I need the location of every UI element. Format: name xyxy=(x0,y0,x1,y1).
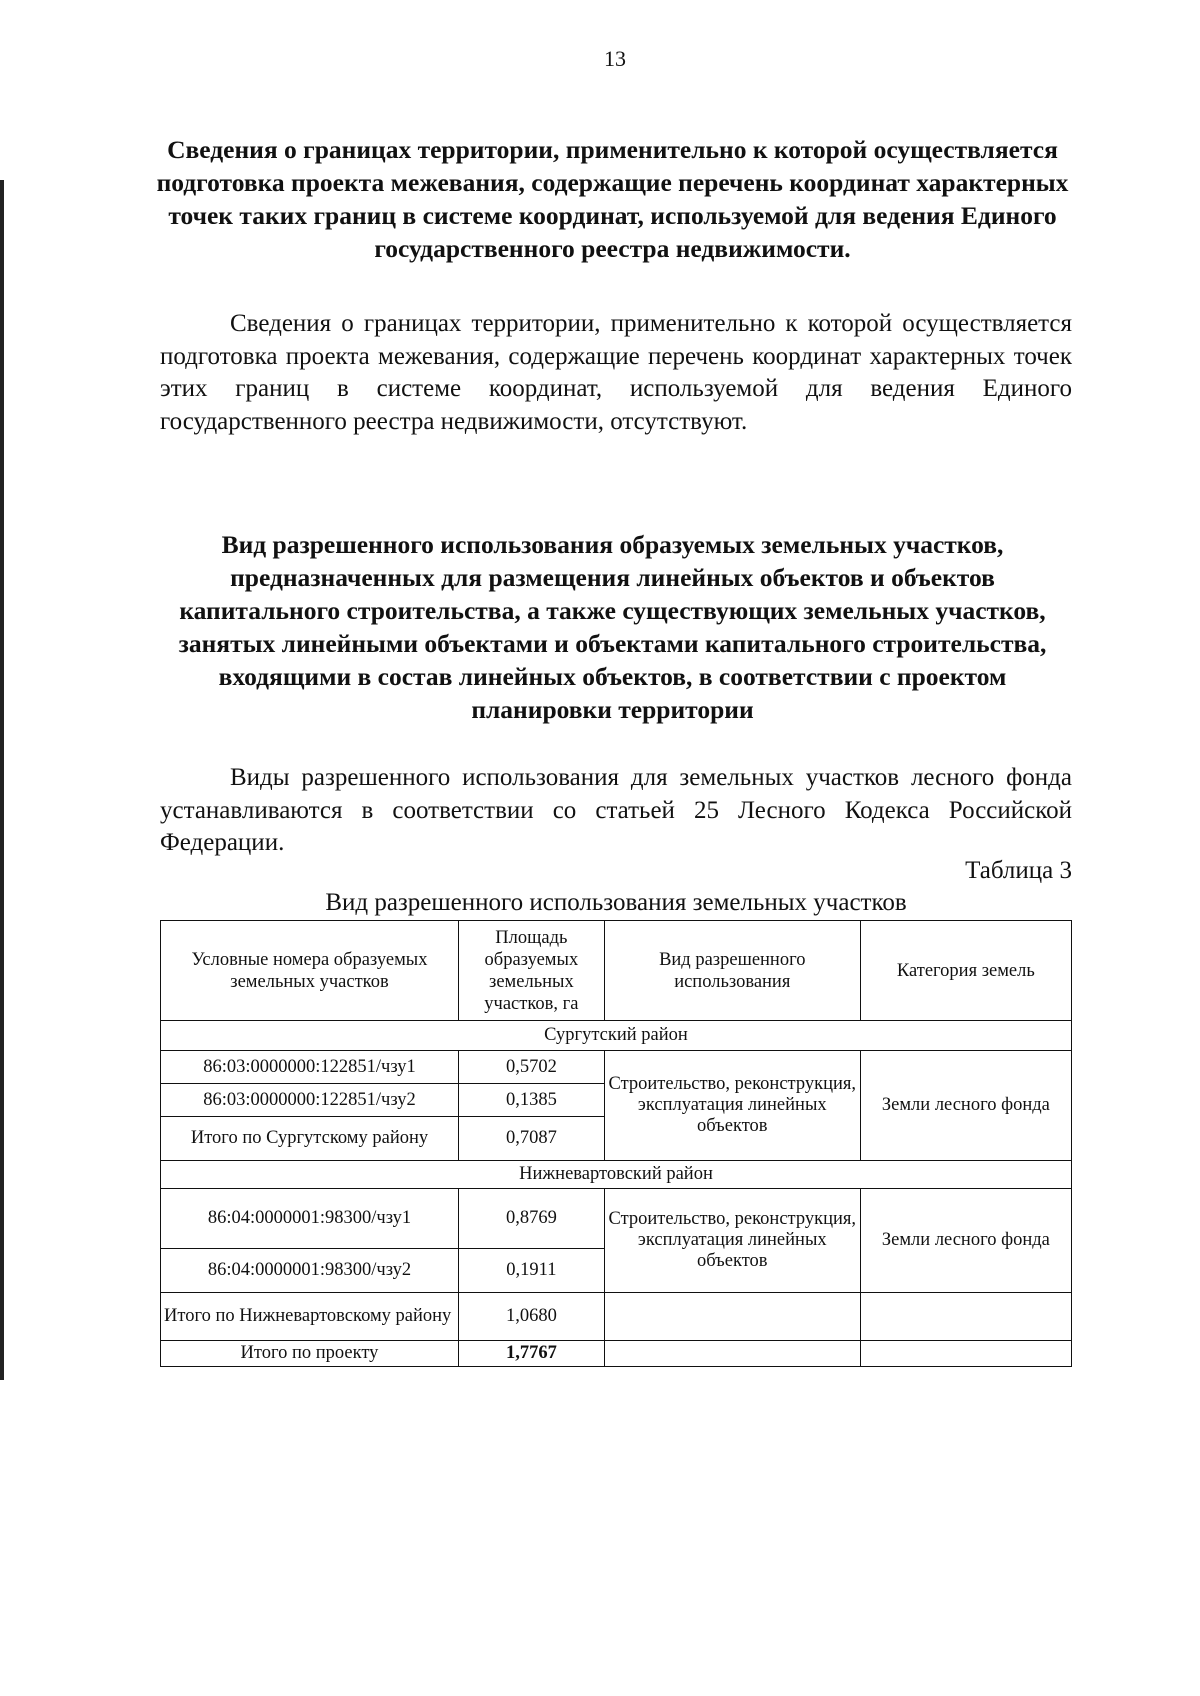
page-number: 13 xyxy=(604,46,626,71)
subtotal-area: 1,0680 xyxy=(458,1293,604,1341)
empty-cell xyxy=(860,1341,1071,1367)
plot-number: 86:03:0000000:122851/чзу1 xyxy=(161,1051,459,1084)
header-land-category: Категория земель xyxy=(860,921,1071,1021)
district-name-surgut: Сургутский район xyxy=(161,1021,1072,1051)
district-name-nizhnevartovsk: Нижневартовский район xyxy=(161,1161,1072,1189)
plot-area: 0,1911 xyxy=(458,1249,604,1293)
header-area: Площадь образуемых земельных участков, га xyxy=(458,921,604,1021)
scan-edge-mark xyxy=(0,180,4,1380)
section-heading-boundaries: Сведения о границах территории, применительно к которой осуществляется подготовка проекта межевания, содержащие перечень координат характерных точек таких границ в системе координат, используемой для ведения Единого государственного реестра недвижимости. xyxy=(156,135,1069,263)
plot-number: 86:04:0000001:98300/чзу1 xyxy=(161,1189,459,1249)
table-row xyxy=(161,1051,1072,1084)
grand-total-label: Итого по проекту xyxy=(161,1341,459,1367)
empty-cell xyxy=(604,1341,860,1367)
permitted-use-table xyxy=(160,920,1072,1367)
table-row xyxy=(161,1189,1072,1249)
subtotal-area: 0,7087 xyxy=(458,1117,604,1161)
table-label: Таблица 3 xyxy=(965,857,1072,884)
plot-area: 0,5702 xyxy=(458,1051,604,1084)
grand-total-area: 1,7767 xyxy=(458,1341,604,1367)
plot-area: 0,8769 xyxy=(458,1189,604,1249)
header-plot-number: Условные номера образуемых земельных участков xyxy=(161,921,459,1021)
subtotal-label: Итого по Нижневартовскому району xyxy=(161,1293,459,1341)
plot-number: 86:04:0000001:98300/чзу2 xyxy=(161,1249,459,1293)
paragraph-boundaries: Сведения о границах территории, применительно к которой осуществляется подготовка проекта межевания, содержащие перечень координат характерных точек этих границ в системе координат, используемой для ведения Единого государственного реестра недвижимости, отсутствуют. xyxy=(160,310,1072,435)
table-title: Вид разрешенного использования земельных участков xyxy=(325,889,907,916)
plot-area: 0,1385 xyxy=(458,1084,604,1117)
grand-total-row xyxy=(161,1341,1072,1367)
empty-cell xyxy=(860,1293,1071,1341)
subtotal-row xyxy=(161,1293,1072,1341)
permitted-use-cell: Строительство, реконструкция, эксплуатация линейных объектов xyxy=(604,1051,860,1161)
empty-cell xyxy=(604,1293,860,1341)
land-category-cell: Земли лесного фонда xyxy=(860,1051,1071,1161)
section-heading-permitted-use: Вид разрешенного использования образуемых земельных участков, предназначенных для размещения линейных объектов и объектов капитального строительства, а также существующих земельных участков, занятых линейными объектами и объектами капитального строительства, входящими в состав линейных объектов, в соответствии с проектом планировки территории xyxy=(178,530,1047,724)
plot-number: 86:03:0000000:122851/чзу2 xyxy=(161,1084,459,1117)
table-header-row xyxy=(161,921,1072,1021)
district-row xyxy=(161,1021,1072,1051)
subtotal-label: Итого по Сургутскому району xyxy=(161,1117,459,1161)
land-category-cell: Земли лесного фонда xyxy=(860,1189,1071,1293)
paragraph-permitted-use: Виды разрешенного использования для земельных участков лесного фонда устанавливаются в соответствии со статьей 25 Лесного Кодекса Российской Федерации. xyxy=(160,764,1072,856)
header-permitted-use: Вид разрешенного использования xyxy=(604,921,860,1021)
permitted-use-cell: Строительство, реконструкция, эксплуатация линейных объектов xyxy=(604,1189,860,1293)
district-row xyxy=(161,1161,1072,1189)
